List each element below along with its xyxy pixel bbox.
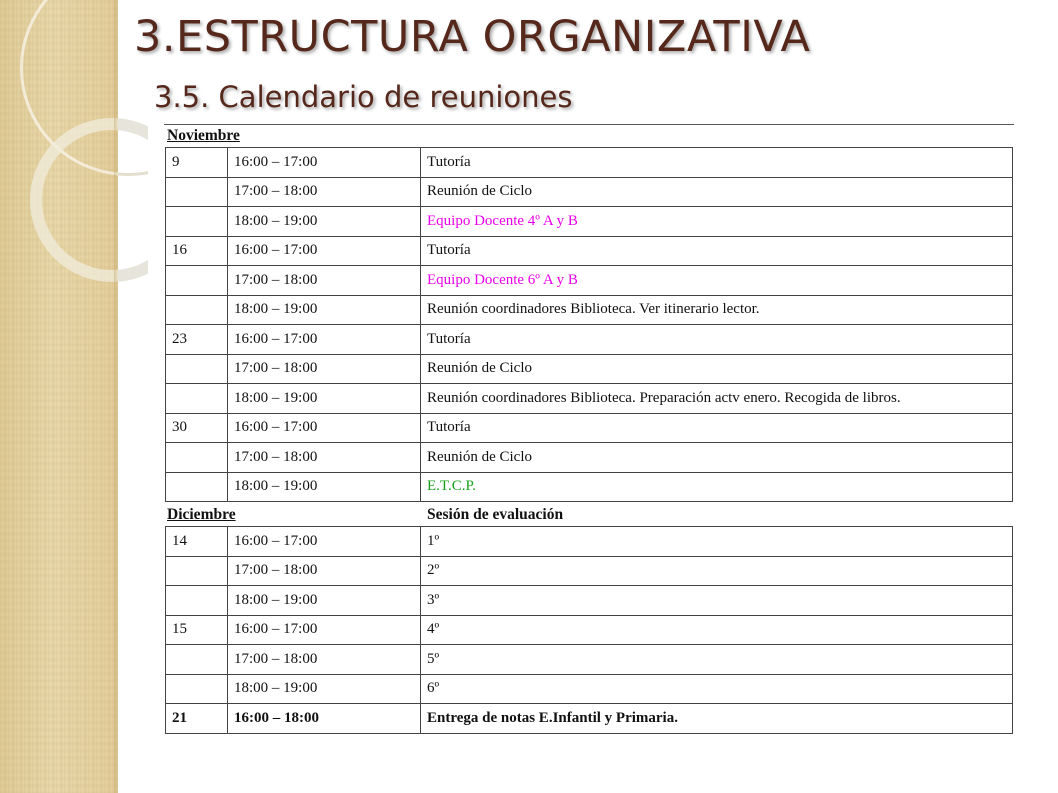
section-heading-noviembre: Noviembre [167, 127, 240, 144]
cell-day [166, 645, 228, 675]
table-row [166, 295, 1013, 325]
cell-day [166, 443, 228, 473]
cell-time: 17:00 – 18:00 [228, 266, 421, 296]
table-row [166, 704, 1013, 734]
cell-day [166, 177, 228, 207]
table-row [166, 266, 1013, 296]
table-row [166, 443, 1013, 473]
cell-day: 30 [166, 413, 228, 443]
cell-day [166, 354, 228, 384]
section-heading-diciembre: Diciembre [167, 506, 236, 523]
table-row [166, 556, 1013, 586]
table-row [166, 615, 1013, 645]
cell-time: 17:00 – 18:00 [228, 645, 421, 675]
cell-day: 15 [166, 615, 228, 645]
table-row [166, 207, 1013, 237]
cell-time: 18:00 – 19:00 [228, 472, 421, 502]
cell-activity: 1º [421, 527, 1013, 557]
cell-time: 17:00 – 18:00 [228, 354, 421, 384]
cell-day: 16 [166, 236, 228, 266]
parchment-sidebar [0, 0, 118, 793]
cell-activity: Tutoría [421, 413, 1013, 443]
cell-activity: Reunión coordinadores Biblioteca. Ver itinerario lector. [421, 295, 1013, 325]
table-row [166, 384, 1013, 414]
cell-time: 17:00 – 18:00 [228, 443, 421, 473]
cell-activity: E.T.C.P. [421, 472, 1013, 502]
diciembre-table [165, 526, 1013, 734]
cell-activity: 6º [421, 674, 1013, 704]
cell-day [166, 556, 228, 586]
cell-activity: Reunión de Ciclo [421, 443, 1013, 473]
decorative-ring [118, 118, 148, 282]
cell-day: 14 [166, 527, 228, 557]
cell-activity: Entrega de notas E.Infantil y Primaria. [421, 704, 1013, 734]
cell-time: 16:00 – 17:00 [228, 615, 421, 645]
decorative-ring [30, 118, 118, 282]
table-row [166, 645, 1013, 675]
table-row [166, 177, 1013, 207]
table-row [166, 527, 1013, 557]
table-row [166, 472, 1013, 502]
cell-day: 9 [166, 148, 228, 178]
cell-day [166, 384, 228, 414]
table-row [166, 148, 1013, 178]
cell-day [166, 472, 228, 502]
cell-activity: Reunión coordinadores Biblioteca. Preparación actv enero. Recogida de libros. [421, 384, 1013, 414]
cell-activity: Tutoría [421, 236, 1013, 266]
table-row [166, 325, 1013, 355]
noviembre-table-body [166, 148, 1013, 502]
cell-time: 17:00 – 18:00 [228, 177, 421, 207]
cell-time: 16:00 – 17:00 [228, 413, 421, 443]
table-row [166, 354, 1013, 384]
cell-activity: Tutoría [421, 148, 1013, 178]
cell-time: 16:00 – 17:00 [228, 325, 421, 355]
cell-time: 16:00 – 17:00 [228, 527, 421, 557]
cell-day [166, 266, 228, 296]
cell-activity: Equipo Docente 4º A y B [421, 207, 1013, 237]
column-heading-sesion: Sesión de evaluación [427, 506, 564, 523]
diciembre-table-body [166, 527, 1013, 734]
header-rule [164, 124, 1014, 125]
page-subtitle: 3.5. Calendario de reuniones [154, 80, 573, 114]
table-row [166, 236, 1013, 266]
cell-day [166, 207, 228, 237]
cell-day [166, 674, 228, 704]
cell-day [166, 295, 228, 325]
cell-time: 16:00 – 17:00 [228, 148, 421, 178]
cell-time: 18:00 – 19:00 [228, 295, 421, 325]
cell-day: 23 [166, 325, 228, 355]
cell-activity: 5º [421, 645, 1013, 675]
cell-time: 18:00 – 19:00 [228, 586, 421, 616]
page-title: 3.ESTRUCTURA ORGANIZATIVA [134, 12, 811, 62]
cell-activity: Equipo Docente 6º A y B [421, 266, 1013, 296]
table-row [166, 674, 1013, 704]
table-row [166, 413, 1013, 443]
cell-activity: Tutoría [421, 325, 1013, 355]
cell-activity: Reunión de Ciclo [421, 177, 1013, 207]
cell-day [166, 586, 228, 616]
cell-activity: 4º [421, 615, 1013, 645]
cell-time: 16:00 – 18:00 [228, 704, 421, 734]
cell-time: 17:00 – 18:00 [228, 556, 421, 586]
cell-time: 18:00 – 19:00 [228, 674, 421, 704]
cell-activity: 2º [421, 556, 1013, 586]
cell-activity: 3º [421, 586, 1013, 616]
cell-time: 18:00 – 19:00 [228, 384, 421, 414]
table-row [166, 586, 1013, 616]
cell-day: 21 [166, 704, 228, 734]
cell-time: 18:00 – 19:00 [228, 207, 421, 237]
cell-time: 16:00 – 17:00 [228, 236, 421, 266]
cell-activity: Reunión de Ciclo [421, 354, 1013, 384]
noviembre-table [165, 147, 1013, 502]
